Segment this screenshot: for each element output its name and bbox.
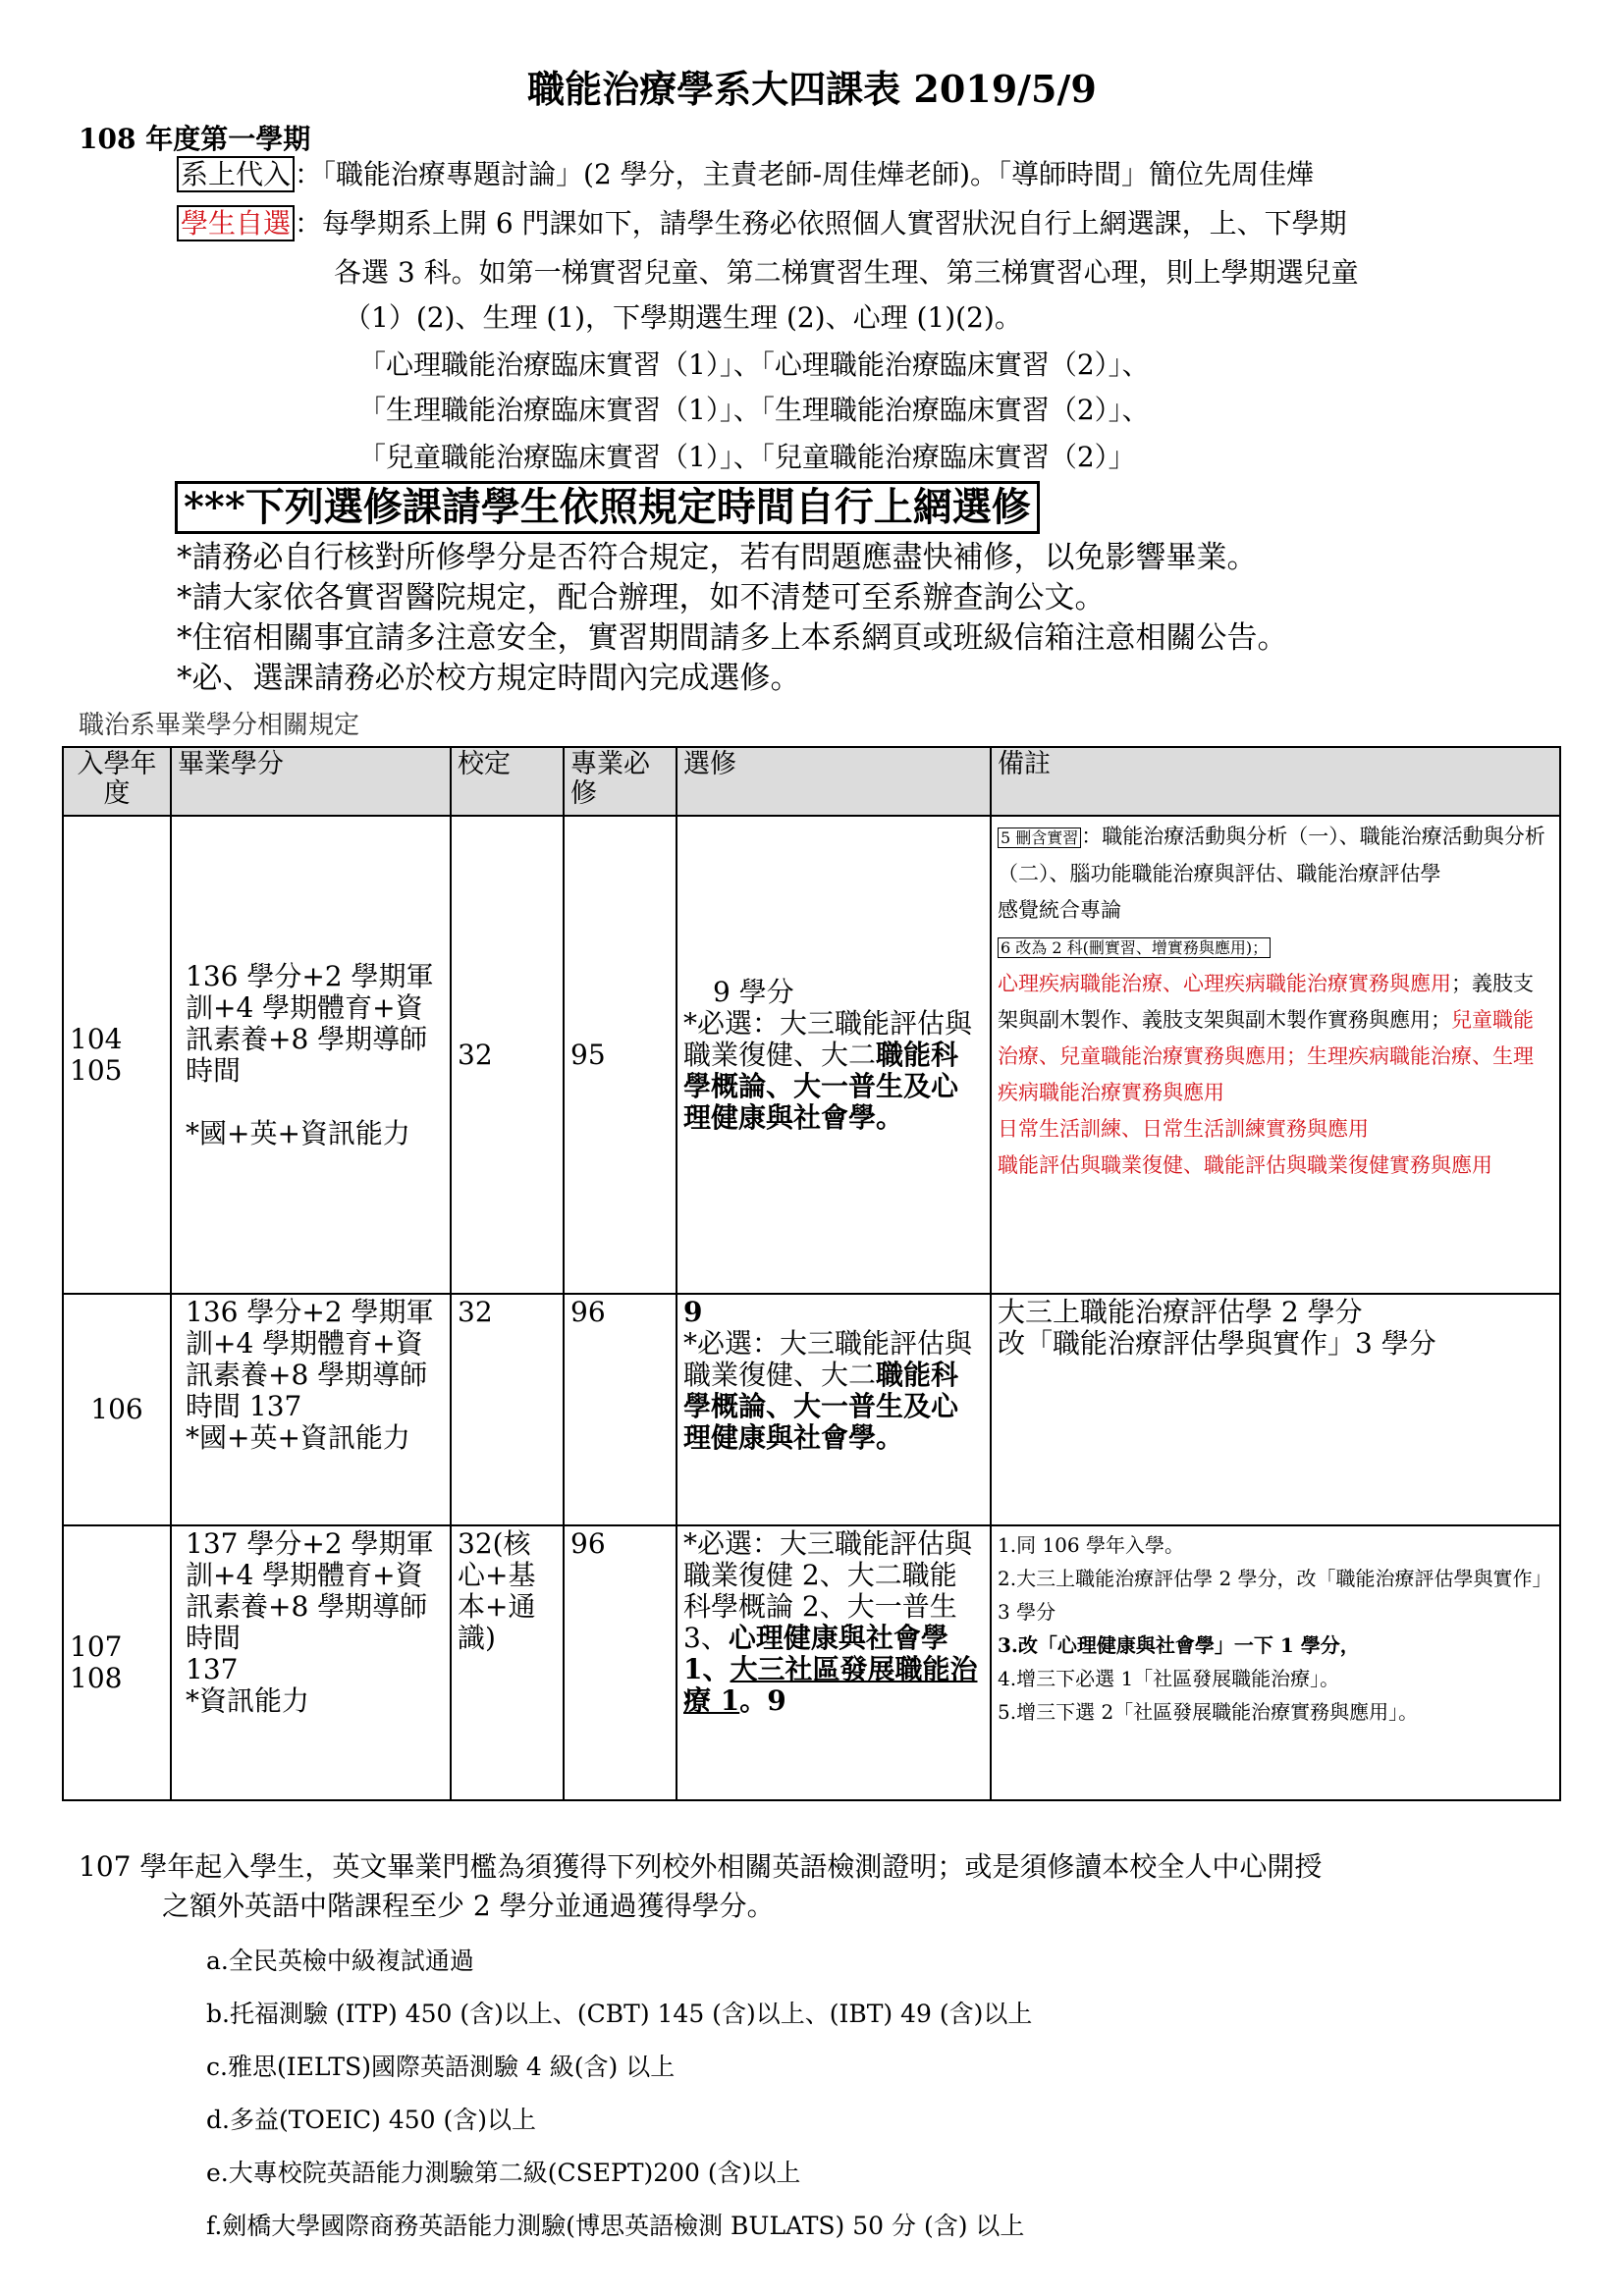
row3-remark-1: 1.同 106 學年入學。 bbox=[998, 1533, 1184, 1557]
row1-elective-normal: *必選：大三職能評估與職業復健、大二 bbox=[683, 1006, 973, 1071]
row2-elective-bold: 職能科學概論、大一普生及心理健康與社會學。 bbox=[683, 1359, 959, 1454]
row1-remark-text2: 感覺統合專論 bbox=[998, 898, 1121, 922]
table-caption: 職治系畢業學分相關規定 bbox=[79, 711, 360, 740]
student-select-line-2: 各選 3 科。如第一梯實習兒童、第二梯實習生理、第三梯實習心理，則上學期選兒童 bbox=[334, 256, 1359, 289]
practicum-physical: 「生理職能治療臨床實習（1）」、「生理職能治療臨床實習（2）」、 bbox=[358, 394, 1150, 426]
cert-item-c: c.雅思(IELTS)國際英語測驗 4 級(含) 以上 bbox=[206, 2053, 676, 2081]
row2-year: 106 bbox=[63, 1294, 171, 1525]
note-2: *請大家依各實習醫院規定，配合辦理，如不清楚可至系辦查詢公文。 bbox=[177, 580, 1106, 615]
row1-remark-red3: 日常生活訓練、日常生活訓練實務與應用 bbox=[998, 1117, 1369, 1141]
note-3: *住宿相關事宜請多注意安全，實習期間請多上本系網頁或班級信箱注意相關公告。 bbox=[177, 620, 1288, 656]
student-select-tag: 學生自選 bbox=[177, 205, 295, 241]
row1-remark-red1: 心理疾病職能治療、心理疾病職能治療實務與應用 bbox=[998, 972, 1451, 995]
row1-year: 104 105 bbox=[63, 816, 171, 1294]
row1-elective-head: 9 學分 bbox=[713, 975, 794, 1008]
table-row bbox=[63, 1294, 1560, 1525]
student-select-line-3: （1）(2)、生理 (1)，下學期選生理 (2)、心理 (1)(2)。 bbox=[344, 301, 1022, 334]
row2-remarks bbox=[991, 1294, 1560, 1525]
dept-substitute-tag: 系上代入 bbox=[177, 156, 295, 192]
header-remarks: 備註 bbox=[991, 747, 1560, 816]
row3-elective-normal: *必選：大三職能評估與職業復健 2、大二職能科學概論 2、大一普生 3、 bbox=[683, 1527, 973, 1654]
cert-item-a: a.全民英檢中級複試通過 bbox=[206, 1947, 474, 1975]
row1-remark-text1: ：職能治療活動與分析（一）、職能治療活動與分析（二）、腦功能職能治療與評估、職能治療評估學 bbox=[998, 825, 1545, 885]
header-credits: 畢業學分 bbox=[171, 747, 451, 816]
row3-remark-3: 3.改「心理健康與社會學」一下 1 學分， bbox=[998, 1633, 1360, 1657]
practicum-pediatric: 「兒童職能治療臨床實習（1）」、「兒童職能治療臨床實習（2）」 bbox=[358, 441, 1136, 473]
row1-elective-bold: 職能科學概論、大一普生及心理健康與社會學。 bbox=[683, 1038, 959, 1134]
row1-required: 95 bbox=[564, 816, 677, 1294]
row2-school: 32 bbox=[451, 1294, 564, 1525]
cert-item-b: b.托福測驗 (ITP) 450 (含)以上、(CBT) 145 (含)以上、(IBT) 49 (含)以上 bbox=[206, 2000, 1033, 2028]
table-row bbox=[63, 816, 1560, 1294]
row3-remark-4: 4.增三下必選 1「社區發展職能治療」。 bbox=[998, 1667, 1340, 1690]
dept-substitute-text: ：「職能治療專題討論」(2 學分，主責老師-周佳燁老師)。「導師時間」簡位先周佳燁 bbox=[295, 158, 1315, 190]
row1-remark-red2: 兒童職能治療、兒童職能治療實務與應用；生理疾病職能治療、生理疾病職能治療實務與應用 bbox=[998, 1008, 1534, 1104]
row3-school: 32(核心+基本+通識) bbox=[451, 1525, 564, 1800]
row1-remark-box1: 5 刪含實習 bbox=[998, 828, 1081, 848]
row2-required: 96 bbox=[564, 1294, 677, 1525]
table-header-row bbox=[63, 747, 1560, 816]
row3-credits: 137 學分+2 學期軍訓+4 學期體育+資訊素養+8 學期導師時間 137 *資訊能力 bbox=[171, 1525, 451, 1800]
row3-elective-bold-underline: 大三社區發展職能治療 1 bbox=[683, 1653, 978, 1717]
note-1: *請務必自行核對所修學分是否符合規定，若有問題應盡快補修，以免影響畢業。 bbox=[177, 540, 1258, 575]
row1-credits: 136 學分+2 學期軍訓+4 學期體育+資訊素養+8 學期導師時間 *國+英+資訊能力 bbox=[171, 816, 451, 1294]
note-4: *必、選課請務必於校方規定時間內完成選修。 bbox=[177, 661, 801, 696]
row1-remark-box2: 6 改為 2 科(刪實習、增實務與應用)； bbox=[998, 937, 1271, 958]
graduation-credits-table bbox=[62, 746, 1561, 1801]
row3-elective-tail: 。9 bbox=[739, 1684, 786, 1717]
elective-banner: ***下列選修課請學生依照規定時間自行上網選修 bbox=[175, 481, 1040, 534]
header-required: 專業必修 bbox=[564, 747, 677, 816]
row3-remark-2: 2.大三上職能治療評估學 2 學分，改「職能治療評估學與實作」3 學分 bbox=[998, 1567, 1552, 1624]
row1-elective bbox=[677, 816, 991, 1294]
english-requirement-line-2: 之額外英語中階課程至少 2 學分並通過獲得學分。 bbox=[162, 1890, 775, 1922]
cert-item-f: f.劍橋大學國際商務英語能力測驗(博思英語檢測 BULATS) 50 分 (含) 以上 bbox=[206, 2212, 1025, 2240]
cert-item-e: e.大專校院英語能力測驗第二級(CSEPT)200 (含)以上 bbox=[206, 2159, 801, 2187]
row2-remark-2: 改「職能治療評估學與實作」3 學分 bbox=[998, 1327, 1436, 1360]
row1-remarks bbox=[991, 816, 1560, 1294]
student-select-text-1: ：每學期系上開 6 門課如下，請學生務必依照個人實習狀況自行上網選課，上、下學期 bbox=[295, 207, 1347, 240]
english-requirement-line-1: 107 學年起入學生，英文畢業門檻為須獲得下列校外相關英語檢測證明；或是須修讀本校全人中心開授 bbox=[79, 1850, 1323, 1883]
row2-elective-normal: *必選：大三職能評估與職業復健、大二 bbox=[683, 1327, 973, 1391]
header-elective: 選修 bbox=[677, 747, 991, 816]
cert-item-d: d.多益(TOEIC) 450 (含)以上 bbox=[206, 2106, 536, 2134]
row1-remark-black1: ；義肢支架與副木製作、義肢支架與副木製作實務與應用； bbox=[998, 972, 1534, 1032]
row2-remark-1: 大三上職能治療評估學 2 學分 bbox=[998, 1296, 1363, 1328]
row1-remark-red4: 職能評估與職業復健、職能評估與職業復健實務與應用 bbox=[998, 1153, 1492, 1177]
row2-elective bbox=[677, 1294, 991, 1525]
practicum-psych: 「心理職能治療臨床實習（1）」、「心理職能治療臨床實習（2）」、 bbox=[358, 348, 1150, 381]
table-row bbox=[63, 1525, 1560, 1800]
row1-school: 32 bbox=[451, 816, 564, 1294]
row3-year: 107 108 bbox=[63, 1525, 171, 1800]
row3-remarks bbox=[991, 1525, 1560, 1800]
row3-remark-5: 5.增三下選 2「社區發展職能治療實務與應用」。 bbox=[998, 1700, 1419, 1724]
semester-heading: 108 年度第一學期 bbox=[79, 123, 311, 155]
row2-credits: 136 學分+2 學期軍訓+4 學期體育+資訊素養+8 學期導師時間 137 *國+英+資訊能力 bbox=[171, 1294, 451, 1525]
row2-elective-head: 9 bbox=[683, 1296, 703, 1328]
student-select-line-1 bbox=[177, 208, 1347, 240]
row3-required: 96 bbox=[564, 1525, 677, 1800]
header-year: 入學年度 bbox=[63, 747, 171, 816]
dept-substitute-line bbox=[177, 159, 1314, 190]
row3-elective bbox=[677, 1525, 991, 1800]
header-school: 校定 bbox=[451, 747, 564, 816]
page-title: 職能治療學系大四課表 2019/5/9 bbox=[527, 67, 1097, 111]
row3-elective-bold: 心理健康與社會學 1、 bbox=[683, 1622, 948, 1685]
